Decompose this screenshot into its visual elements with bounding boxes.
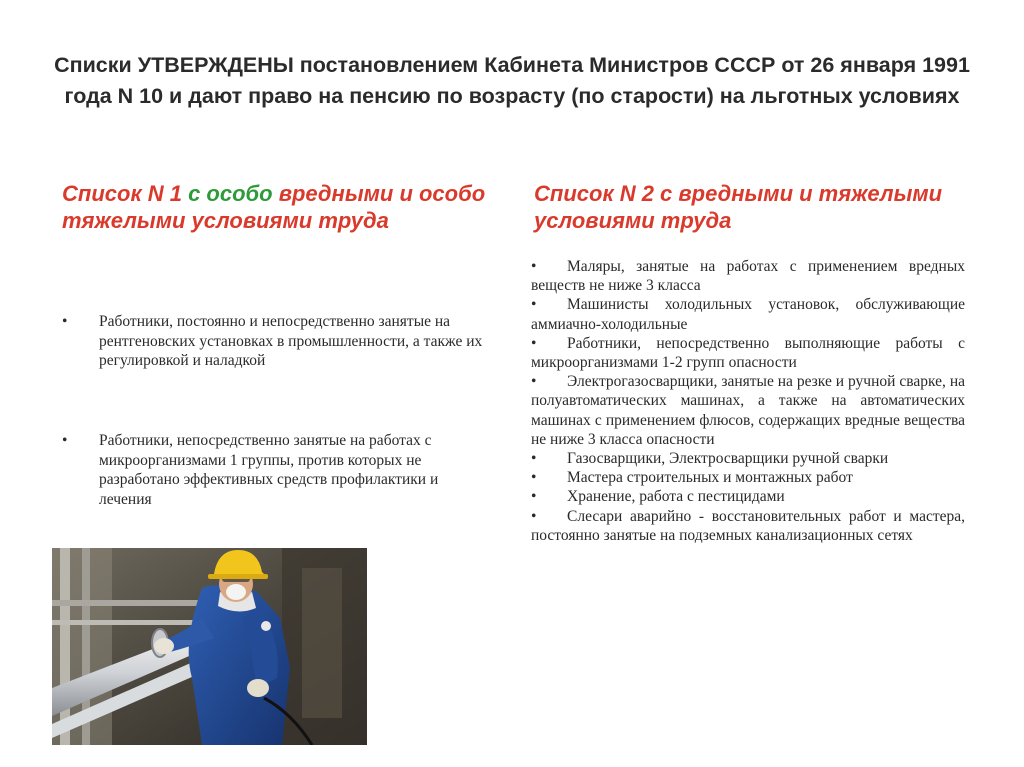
list-1-heading-part2: с особо <box>188 181 273 206</box>
bullet: • <box>531 373 537 391</box>
list-2-item-text: Работники, непосредственно выполняющие работы с микроорганизмами 1-2 групп опасности <box>531 334 965 372</box>
worker-photo <box>52 548 367 745</box>
list-2-item <box>531 295 965 333</box>
list-2-item <box>531 372 965 449</box>
bullet: • <box>531 334 537 352</box>
list-2-item <box>531 334 965 372</box>
worker-photo-illustration <box>52 548 367 745</box>
list-2-item-text: Мастера строительных и монтажных работ <box>567 469 853 487</box>
bullet: • <box>531 469 537 487</box>
list-1-item-text: Работники, постоянно и непосредственно занятые на рентгеновских установках в промышленности, а также их регулировкой и наладкой <box>99 313 483 369</box>
bullet: • <box>531 488 537 506</box>
list-2-item <box>531 257 965 295</box>
bullet: • <box>531 296 537 314</box>
bullet: • <box>531 258 537 275</box>
list-2-heading: Список N 2 с вредными и тяжелыми условиями труда <box>534 181 943 233</box>
list-2-item-text: Машинисты холодильных установок, обслуживающие аммиачно-холодильные <box>531 296 965 333</box>
list-1-heading <box>62 180 502 234</box>
list-1-item <box>62 312 492 371</box>
bullet: • <box>531 507 537 525</box>
bullet: • <box>531 450 537 468</box>
list-2-item <box>531 468 965 487</box>
list-2-item-text: Хранение, работа с пестицидами <box>567 488 785 506</box>
bullet: • <box>62 432 68 449</box>
bullet: • <box>62 313 68 330</box>
list-1-item-text: Работники, непосредственно занятые на работах с микроорганизмами 1 группы, против которых не разработано эффективных средств профилактики и лечения <box>99 432 439 508</box>
list-2-item <box>531 507 965 545</box>
list-1-item <box>62 431 492 509</box>
slide-title: Списки УТВЕРЖДЕНЫ постановлением Кабинета Министров СССР от 26 января 1991 года N 10 и дают право на пенсию по возрасту (по старости) на льготных условиях <box>54 53 970 108</box>
list-2-item <box>531 487 965 506</box>
list-2-items <box>531 257 965 545</box>
list-1-heading-part3: вредными и особо тяжелыми условиями труда <box>62 181 486 233</box>
list-2-item-text: Слесари аварийно - восстановительных работ и мастера, постоянно занятые на подземных канализационных сетях <box>531 507 965 544</box>
list-2-item-text: Электрогазосварщики, занятые на резке и ручной сварке, на полуавтоматических машинах, а также на автоматических машинах с применением флюсов, содержащих вредные вещества не ниже 3 класса опасности <box>531 373 965 448</box>
list-2-item <box>531 449 965 468</box>
list-2-item-text: Маляры, занятые на работах с применением вредных веществ не ниже 3 класса <box>531 258 965 295</box>
list-1-heading-part1: Список N 1 <box>62 181 189 206</box>
list-2-item-text: Газосварщики, Электросварщики ручной сварки <box>567 450 889 468</box>
